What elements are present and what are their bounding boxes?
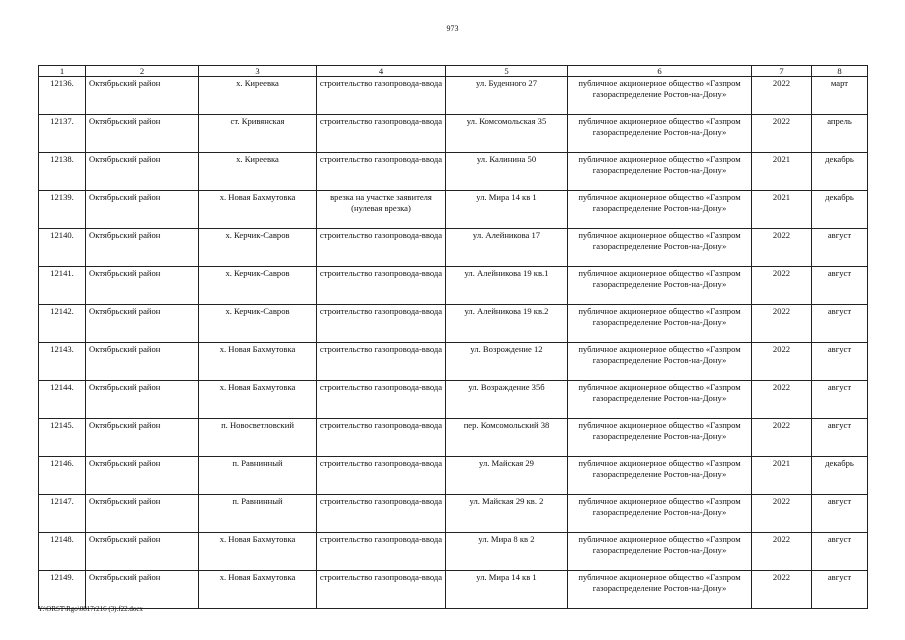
organization-cell: публичное акционерное общество «Газпром газораспределение Ростов-на-Дону» bbox=[568, 267, 752, 305]
district-cell: Октябрьский район bbox=[86, 419, 199, 457]
month-cell: август bbox=[812, 267, 868, 305]
file-path: Y:\ORST\Rgo\0817r216 (3).f22.docx bbox=[38, 605, 143, 613]
settlement-cell: х. Новая Бахмутовка bbox=[199, 381, 317, 419]
row-number-cell: 12138. bbox=[39, 153, 86, 191]
organization-cell: публичное акционерное общество «Газпром газораспределение Ростов-на-Дону» bbox=[568, 115, 752, 153]
address-cell: ул. Мира 14 кв 1 bbox=[446, 191, 568, 229]
settlement-cell: х. Керчик-Савров bbox=[199, 305, 317, 343]
year-cell: 2022 bbox=[752, 419, 812, 457]
address-cell: ул. Майская 29 bbox=[446, 457, 568, 495]
address-cell: ул. Майская 29 кв. 2 bbox=[446, 495, 568, 533]
organization-cell: публичное акционерное общество «Газпром газораспределение Ростов-на-Дону» bbox=[568, 191, 752, 229]
settlement-cell: х. Новая Бахмутовка bbox=[199, 343, 317, 381]
table-row bbox=[39, 305, 868, 343]
table-row bbox=[39, 571, 868, 609]
month-cell: декабрь bbox=[812, 191, 868, 229]
work-type-cell: строительство газопровода-ввода bbox=[317, 343, 446, 381]
settlement-cell: п. Новосветловский bbox=[199, 419, 317, 457]
address-cell: ул. Алейникова 19 кв.1 bbox=[446, 267, 568, 305]
table-row bbox=[39, 495, 868, 533]
year-cell: 2021 bbox=[752, 457, 812, 495]
row-number-cell: 12140. bbox=[39, 229, 86, 267]
column-header: 2 bbox=[86, 66, 199, 77]
work-type-cell: строительство газопровода-ввода bbox=[317, 267, 446, 305]
district-cell: Октябрьский район bbox=[86, 533, 199, 571]
page-number: 973 bbox=[446, 24, 459, 33]
row-number-cell: 12145. bbox=[39, 419, 86, 457]
row-number-cell: 12139. bbox=[39, 191, 86, 229]
organization-cell: публичное акционерное общество «Газпром газораспределение Ростов-на-Дону» bbox=[568, 419, 752, 457]
settlement-cell: х. Керчик-Савров bbox=[199, 267, 317, 305]
row-number-cell: 12148. bbox=[39, 533, 86, 571]
organization-cell: публичное акционерное общество «Газпром газораспределение Ростов-на-Дону» bbox=[568, 495, 752, 533]
month-cell: декабрь bbox=[812, 153, 868, 191]
year-cell: 2022 bbox=[752, 381, 812, 419]
organization-cell: публичное акционерное общество «Газпром газораспределение Ростов-на-Дону» bbox=[568, 343, 752, 381]
district-cell: Октябрьский район bbox=[86, 77, 199, 115]
table-row bbox=[39, 533, 868, 571]
work-type-cell: строительство газопровода-ввода bbox=[317, 77, 446, 115]
address-cell: ул. Комсомольская 35 bbox=[446, 115, 568, 153]
settlement-cell: х. Керчик-Савров bbox=[199, 229, 317, 267]
district-cell: Октябрьский район bbox=[86, 571, 199, 609]
column-header: 8 bbox=[812, 66, 868, 77]
column-header: 1 bbox=[39, 66, 86, 77]
year-cell: 2021 bbox=[752, 191, 812, 229]
address-cell: ул. Алейникова 19 кв.2 bbox=[446, 305, 568, 343]
column-header: 6 bbox=[568, 66, 752, 77]
year-cell: 2022 bbox=[752, 77, 812, 115]
settlement-cell: х. Новая Бахмутовка bbox=[199, 533, 317, 571]
address-cell: ул. Мира 14 кв 1 bbox=[446, 571, 568, 609]
year-cell: 2022 bbox=[752, 305, 812, 343]
work-type-cell: строительство газопровода-ввода bbox=[317, 381, 446, 419]
settlement-cell: п. Равнинный bbox=[199, 495, 317, 533]
district-cell: Октябрьский район bbox=[86, 305, 199, 343]
row-number-cell: 12144. bbox=[39, 381, 86, 419]
row-number-cell: 12143. bbox=[39, 343, 86, 381]
month-cell: август bbox=[812, 419, 868, 457]
district-cell: Октябрьский район bbox=[86, 115, 199, 153]
month-cell: апрель bbox=[812, 115, 868, 153]
row-number-cell: 12149. bbox=[39, 571, 86, 609]
district-cell: Октябрьский район bbox=[86, 267, 199, 305]
work-type-cell: строительство газопровода-ввода bbox=[317, 229, 446, 267]
row-number-cell: 12147. bbox=[39, 495, 86, 533]
table-row bbox=[39, 381, 868, 419]
district-cell: Октябрьский район bbox=[86, 153, 199, 191]
settlement-cell: х. Киреевка bbox=[199, 77, 317, 115]
table-row bbox=[39, 457, 868, 495]
work-type-cell: строительство газопровода-ввода bbox=[317, 495, 446, 533]
data-table bbox=[38, 65, 868, 609]
work-type-cell: строительство газопровода-ввода bbox=[317, 571, 446, 609]
address-cell: ул. Алейникова 17 bbox=[446, 229, 568, 267]
address-cell: пер. Комсомольский 38 bbox=[446, 419, 568, 457]
table-row bbox=[39, 267, 868, 305]
district-cell: Октябрьский район bbox=[86, 495, 199, 533]
month-cell: август bbox=[812, 495, 868, 533]
organization-cell: публичное акционерное общество «Газпром газораспределение Ростов-на-Дону» bbox=[568, 77, 752, 115]
organization-cell: публичное акционерное общество «Газпром газораспределение Ростов-на-Дону» bbox=[568, 229, 752, 267]
table-row bbox=[39, 191, 868, 229]
year-cell: 2022 bbox=[752, 115, 812, 153]
work-type-cell: строительство газопровода-ввода bbox=[317, 419, 446, 457]
work-type-cell: строительство газопровода-ввода bbox=[317, 533, 446, 571]
settlement-cell: х. Киреевка bbox=[199, 153, 317, 191]
row-number-cell: 12136. bbox=[39, 77, 86, 115]
settlement-cell: п. Равнинный bbox=[199, 457, 317, 495]
district-cell: Октябрьский район bbox=[86, 229, 199, 267]
address-cell: ул. Буденного 27 bbox=[446, 77, 568, 115]
table-row bbox=[39, 115, 868, 153]
table-row bbox=[39, 343, 868, 381]
address-cell: ул. Возраждение 35б bbox=[446, 381, 568, 419]
month-cell: август bbox=[812, 533, 868, 571]
year-cell: 2021 bbox=[752, 153, 812, 191]
month-cell: август bbox=[812, 343, 868, 381]
organization-cell: публичное акционерное общество «Газпром газораспределение Ростов-на-Дону» bbox=[568, 533, 752, 571]
settlement-cell: х. Новая Бахмутовка bbox=[199, 191, 317, 229]
year-cell: 2022 bbox=[752, 229, 812, 267]
district-cell: Октябрьский район bbox=[86, 191, 199, 229]
organization-cell: публичное акционерное общество «Газпром газораспределение Ростов-на-Дону» bbox=[568, 457, 752, 495]
table-row bbox=[39, 153, 868, 191]
organization-cell: публичное акционерное общество «Газпром газораспределение Ростов-на-Дону» bbox=[568, 305, 752, 343]
organization-cell: публичное акционерное общество «Газпром газораспределение Ростов-на-Дону» bbox=[568, 153, 752, 191]
settlement-cell: х. Новая Бахмутовка bbox=[199, 571, 317, 609]
work-type-cell: врезка на участке заявителя (нулевая врезка) bbox=[317, 191, 446, 229]
month-cell: август bbox=[812, 381, 868, 419]
row-number-cell: 12146. bbox=[39, 457, 86, 495]
year-cell: 2022 bbox=[752, 495, 812, 533]
column-header: 7 bbox=[752, 66, 812, 77]
address-cell: ул. Калинина 50 bbox=[446, 153, 568, 191]
table-header-row bbox=[39, 66, 868, 77]
year-cell: 2022 bbox=[752, 343, 812, 381]
district-cell: Октябрьский район bbox=[86, 457, 199, 495]
month-cell: август bbox=[812, 229, 868, 267]
table-row bbox=[39, 419, 868, 457]
year-cell: 2022 bbox=[752, 533, 812, 571]
work-type-cell: строительство газопровода-ввода bbox=[317, 457, 446, 495]
organization-cell: публичное акционерное общество «Газпром газораспределение Ростов-на-Дону» bbox=[568, 571, 752, 609]
settlement-cell: ст. Кривянская bbox=[199, 115, 317, 153]
address-cell: ул. Мира 8 кв 2 bbox=[446, 533, 568, 571]
district-cell: Октябрьский район bbox=[86, 381, 199, 419]
district-cell: Октябрьский район bbox=[86, 343, 199, 381]
work-type-cell: строительство газопровода-ввода bbox=[317, 115, 446, 153]
table-row bbox=[39, 229, 868, 267]
month-cell: март bbox=[812, 77, 868, 115]
month-cell: август bbox=[812, 571, 868, 609]
row-number-cell: 12142. bbox=[39, 305, 86, 343]
organization-cell: публичное акционерное общество «Газпром газораспределение Ростов-на-Дону» bbox=[568, 381, 752, 419]
work-type-cell: строительство газопровода-ввода bbox=[317, 153, 446, 191]
year-cell: 2022 bbox=[752, 571, 812, 609]
month-cell: декабрь bbox=[812, 457, 868, 495]
table-row bbox=[39, 77, 868, 115]
column-header: 3 bbox=[199, 66, 317, 77]
row-number-cell: 12137. bbox=[39, 115, 86, 153]
work-type-cell: строительство газопровода-ввода bbox=[317, 305, 446, 343]
column-header: 5 bbox=[446, 66, 568, 77]
row-number-cell: 12141. bbox=[39, 267, 86, 305]
month-cell: август bbox=[812, 305, 868, 343]
column-header: 4 bbox=[317, 66, 446, 77]
year-cell: 2022 bbox=[752, 267, 812, 305]
address-cell: ул. Возрождение 12 bbox=[446, 343, 568, 381]
